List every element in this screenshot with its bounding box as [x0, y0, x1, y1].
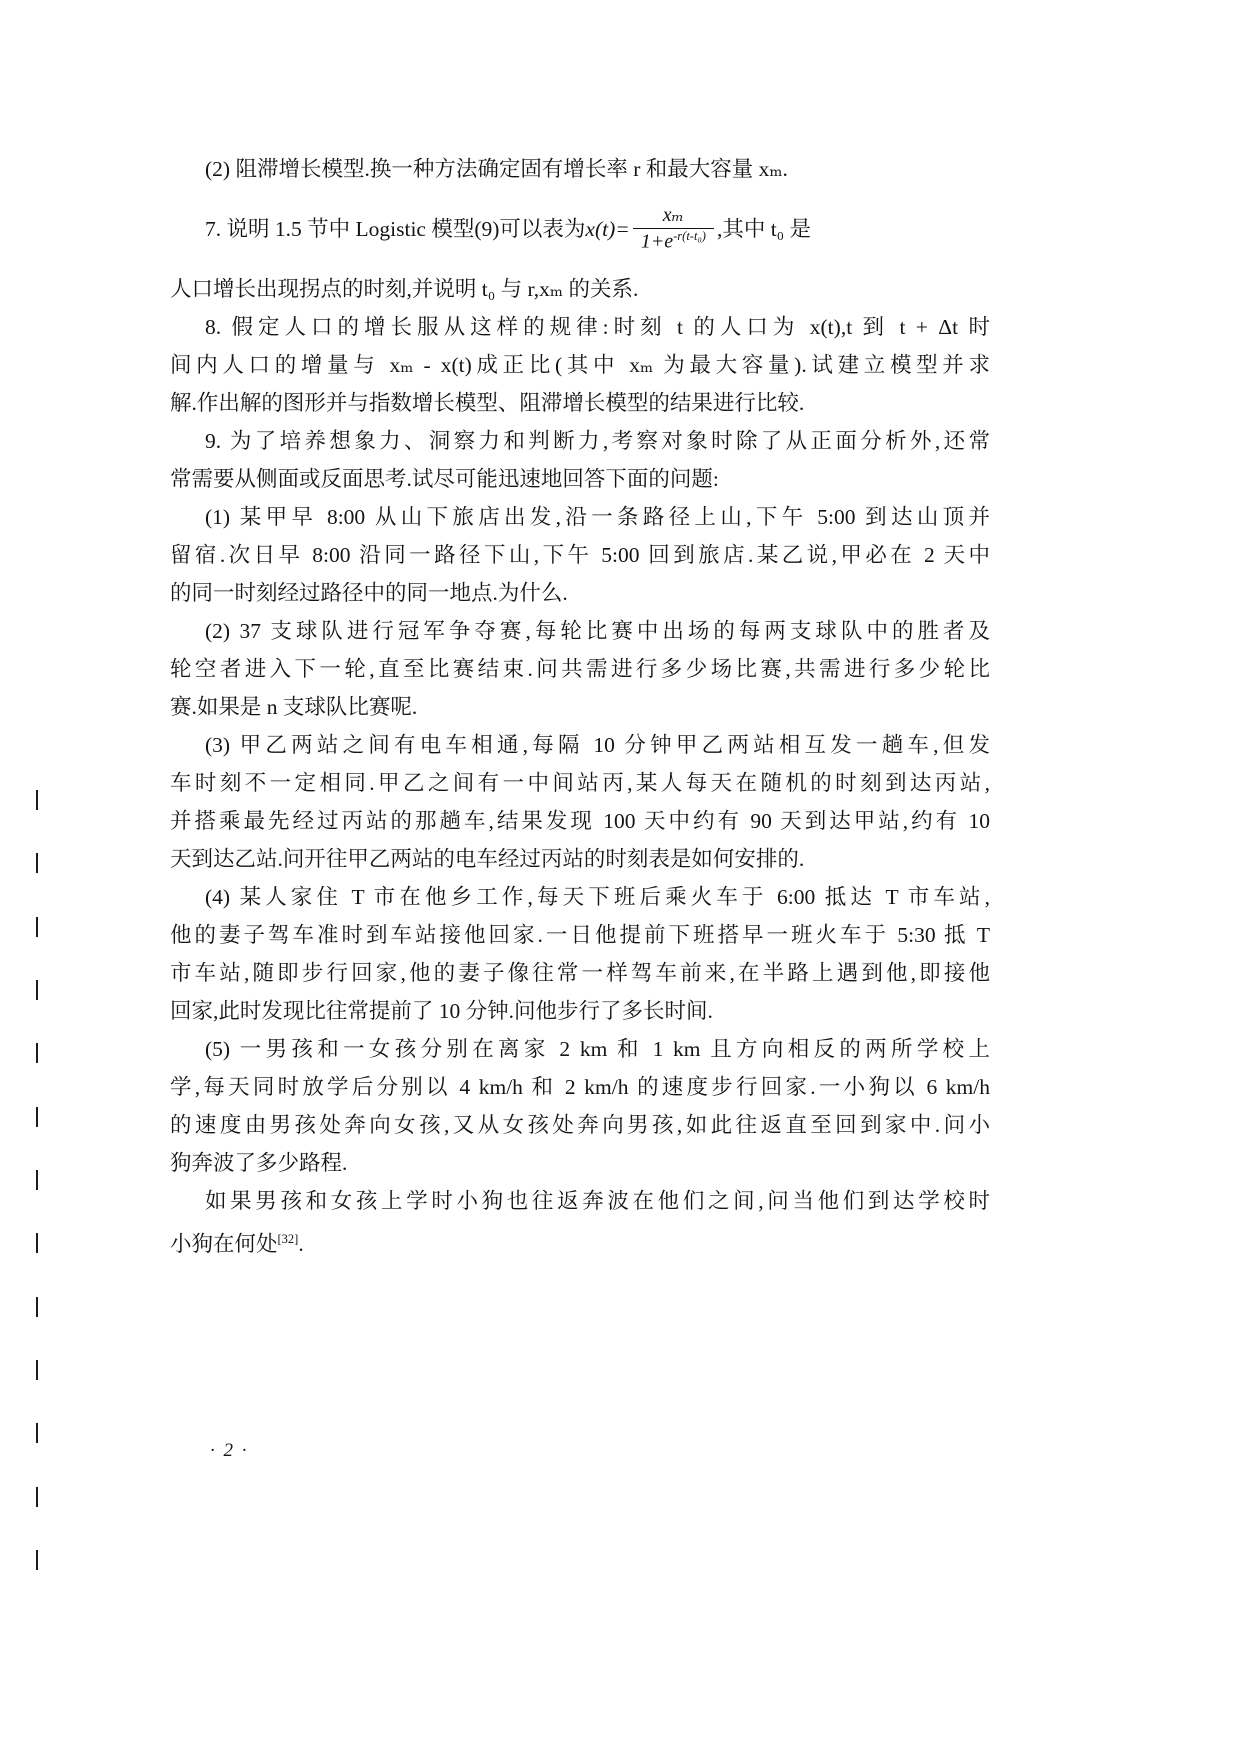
footnote-end: . [298, 1232, 304, 1257]
text-line: 轮空者进入下一轮,直至比赛结束.问共需进行多少场比赛,共需进行多少轮比 [170, 657, 990, 681]
text-line: (5) 一男孩和一女孩分别在离家 2 km 和 1 km 且方向相反的两所学校上 [205, 1037, 990, 1061]
text-line: 市车站,随即步行回家,他的妻子像往常一样驾车前来,在半路上遇到他,即接他 [170, 961, 990, 985]
text-line: 的速度由男孩处奔向女孩,又从女孩处奔向男孩,如此往返直至回到家中.问小 [170, 1113, 990, 1137]
margin-mark [36, 1233, 38, 1253]
denominator-exponent: -r(t-t₀) [673, 229, 706, 244]
text-line: (4) 某人家住 T 市在他乡工作,每天下班后乘火车于 6:00 抵达 T 市车站, [205, 885, 990, 909]
text-line: 车时刻不一定相同.甲乙之间有一中间站丙,某人每天在随机的时刻到达丙站, [170, 771, 990, 795]
footnote-text: 小狗在何处 [170, 1232, 278, 1257]
text-block [170, 150, 990, 1258]
text-line: 并搭乘最先经过丙站的那趟车,结果发现 100 天中约有 90 天到达甲站,约有 10 [170, 809, 990, 833]
text-line: 回家,此时发现比往常提前了 10 分钟.问他步行了多长时间. [170, 999, 713, 1023]
text-line: 间内人口的增量与 xₘ - x(t)成正比(其中 xₘ 为最大容量).试建立模型并求 [170, 353, 990, 377]
margin-mark [36, 980, 38, 1000]
margin-mark [36, 1360, 38, 1380]
text-line: 解.作出解的图形并与指数增长模型、阻滞增长模型的结果进行比较. [170, 391, 805, 415]
page-number: · 2 · [210, 1440, 249, 1461]
formula-lhs: x(t)= [585, 217, 630, 241]
text-line: 学,每天同时放学后分别以 4 km/h 和 2 km/h 的速度步行回家.一小狗以 6 km/h [170, 1075, 990, 1099]
text-line: 常需要从侧面或反面思考.试尽可能迅速地回答下面的问题: [170, 467, 719, 491]
margin-mark [36, 1550, 38, 1570]
margin-mark [36, 1170, 38, 1190]
text-line: 的同一时刻经过路径中的同一地点.为什么. [170, 581, 568, 605]
text-line: 8. 假定人口的增长服从这样的规律:时刻 t 的人口为 x(t),t 到 t + Δt 时 [205, 315, 990, 339]
margin-mark [36, 1297, 38, 1317]
text-line: 他的妻子驾车准时到车站接他回家.一日他提前下班搭早一班火车于 5:30 抵 T [170, 923, 990, 947]
margin-mark [36, 1107, 38, 1127]
text-line: (3) 甲乙两站之间有电车相通,每隔 10 分钟甲乙两站相互发一趟车,但发 [205, 733, 990, 757]
text-line: 狗奔波了多少路程. [170, 1151, 348, 1175]
text-line: 赛.如果是 n 支球队比赛呢. [170, 695, 418, 719]
footnote-line [170, 1220, 990, 1258]
text-line: 如果男孩和女孩上学时小狗也往返奔波在他们之间,问当他们到达学校时 [205, 1189, 990, 1213]
margin-mark [36, 917, 38, 937]
footnote-reference: [32] [277, 1232, 299, 1246]
text-line: 人口增长出现拐点的时刻,并说明 t₀ 与 r,xₘ 的关系. [170, 277, 639, 301]
margin-mark [36, 853, 38, 873]
fraction-denominator [633, 228, 714, 255]
formula-line [170, 188, 990, 270]
margin-mark [36, 1487, 38, 1507]
text-line: (2) 阻滞增长模型.换一种方法确定固有增长率 r 和最大容量 xₘ. [205, 157, 788, 181]
text-line: 9. 为了培养想象力、洞察力和判断力,考察对象时除了从正面分析外,还常 [205, 429, 990, 453]
text-line: (2) 37 支球队进行冠军争夺赛,每轮比赛中出场的每两支球队中的胜者及 [205, 619, 990, 643]
text-line: 天到达乙站.问开往甲乙两站的电车经过丙站的时刻表是如何安排的. [170, 847, 805, 871]
logistic-fraction [633, 203, 714, 255]
formula-after: ,其中 t₀ 是 [716, 217, 812, 241]
denominator-base: 1+e [640, 230, 674, 253]
margin-mark [36, 1423, 38, 1443]
margin-mark [36, 790, 38, 810]
text-line: 留宿.次日早 8:00 沿同一路径下山,下午 5:00 回到旅店.某乙说,甲必在 2 天中 [170, 543, 990, 567]
formula-before: 7. 说明 1.5 节中 Logistic 模型(9)可以表为 [205, 217, 586, 241]
text-line: (1) 某甲早 8:00 从山下旅店出发,沿一条路径上山,下午 5:00 到达山顶并 [205, 505, 990, 529]
fraction-numerator: xₘ [662, 204, 684, 227]
margin-mark [36, 1043, 38, 1063]
